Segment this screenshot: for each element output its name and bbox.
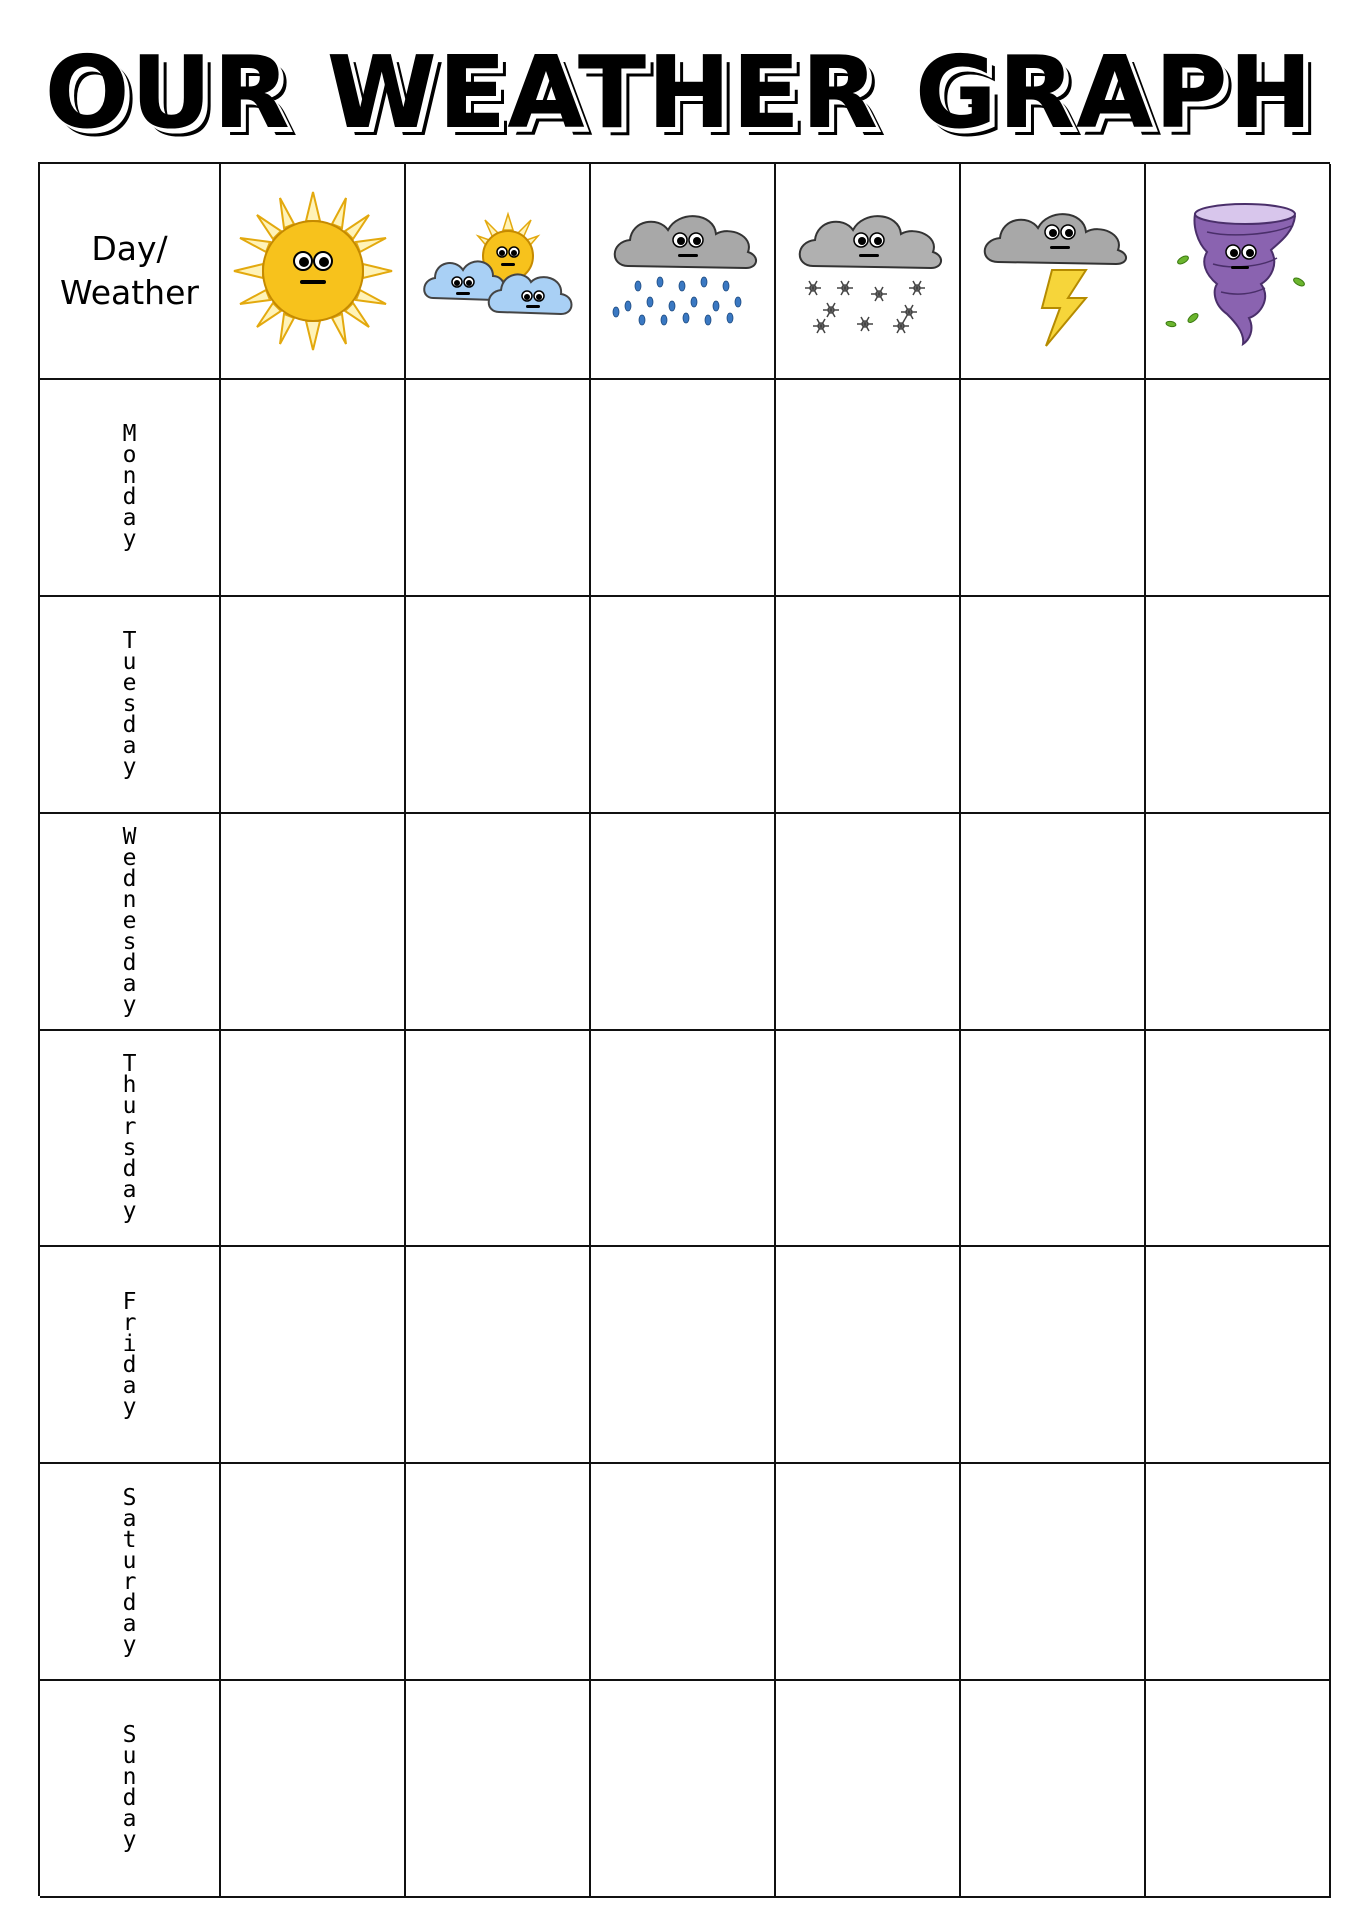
tally-cell[interactable]: [591, 597, 776, 814]
day-label: Sunday: [122, 1722, 137, 1854]
tally-cell[interactable]: [776, 1247, 961, 1464]
tally-cell[interactable]: [221, 1031, 406, 1248]
weather-table: [38, 162, 1330, 1896]
tally-cell[interactable]: [1146, 1031, 1331, 1248]
tally-cell[interactable]: [221, 1247, 406, 1464]
tally-cell[interactable]: [1146, 1464, 1331, 1681]
tally-cell[interactable]: [1146, 380, 1331, 597]
tally-cell[interactable]: [406, 597, 591, 814]
tally-cell[interactable]: [221, 814, 406, 1031]
rain-cloud-icon: [598, 186, 768, 356]
day-label: Thursday: [122, 1050, 137, 1224]
tally-cell[interactable]: [1146, 1681, 1331, 1898]
tally-cell[interactable]: [221, 1464, 406, 1681]
tally-cell[interactable]: [961, 380, 1146, 597]
tally-cell[interactable]: [1146, 814, 1331, 1031]
tally-cell[interactable]: [776, 597, 961, 814]
tally-cell[interactable]: [776, 1464, 961, 1681]
tally-cell[interactable]: [221, 597, 406, 814]
tally-cell[interactable]: [961, 1464, 1146, 1681]
tally-cell[interactable]: [961, 1247, 1146, 1464]
day-label: Tuesday: [122, 627, 137, 780]
snow-cloud-icon: [783, 186, 953, 356]
partly-cloudy-icon: [413, 186, 583, 356]
day-label-cell: [40, 1681, 221, 1898]
tally-cell[interactable]: [406, 814, 591, 1031]
tally-cell[interactable]: [776, 1031, 961, 1248]
tally-cell[interactable]: [406, 1247, 591, 1464]
tally-cell[interactable]: [961, 597, 1146, 814]
header-snowy: [776, 164, 961, 380]
day-label-cell: [40, 814, 221, 1031]
tally-cell[interactable]: [776, 814, 961, 1031]
sun-icon: [228, 186, 398, 356]
tally-cell[interactable]: [406, 1031, 591, 1248]
day-label-cell: [40, 597, 221, 814]
tally-cell[interactable]: [591, 1464, 776, 1681]
tally-cell[interactable]: [221, 380, 406, 597]
day-label: Friday: [122, 1288, 137, 1420]
day-label-cell: [40, 380, 221, 597]
day-label-cell: [40, 1031, 221, 1248]
day-label-cell: [40, 1464, 221, 1681]
header-tornado: [1146, 164, 1331, 380]
header-stormy: [961, 164, 1146, 380]
tally-cell[interactable]: [776, 380, 961, 597]
header-rainy: [591, 164, 776, 380]
tally-cell[interactable]: [406, 1464, 591, 1681]
day-label: Wednesday: [122, 823, 137, 1018]
corner-label-day: Day/: [91, 229, 168, 268]
tally-cell[interactable]: [406, 380, 591, 597]
tally-cell[interactable]: [776, 1681, 961, 1898]
tally-cell[interactable]: [961, 1681, 1146, 1898]
tally-cell[interactable]: [1146, 1247, 1331, 1464]
tally-cell[interactable]: [591, 814, 776, 1031]
day-label: Saturday: [122, 1484, 137, 1658]
tally-cell[interactable]: [591, 380, 776, 597]
tally-cell[interactable]: [221, 1681, 406, 1898]
tally-cell[interactable]: [961, 1031, 1146, 1248]
corner-label-weather: Weather: [60, 273, 199, 312]
day-label-cell: [40, 1247, 221, 1464]
tally-cell[interactable]: [591, 1031, 776, 1248]
storm-cloud-icon: [968, 186, 1138, 356]
tornado-icon: [1153, 186, 1323, 356]
tally-cell[interactable]: [406, 1681, 591, 1898]
page-title: OUR WEATHER GRAPH: [44, 34, 1314, 151]
tally-cell[interactable]: [591, 1681, 776, 1898]
day-label: Monday: [122, 421, 137, 553]
header-sunny: [221, 164, 406, 380]
tally-cell[interactable]: [961, 814, 1146, 1031]
tally-cell[interactable]: [1146, 597, 1331, 814]
header-partly-cloudy: [406, 164, 591, 380]
corner-header-cell: [40, 164, 221, 380]
tally-cell[interactable]: [591, 1247, 776, 1464]
